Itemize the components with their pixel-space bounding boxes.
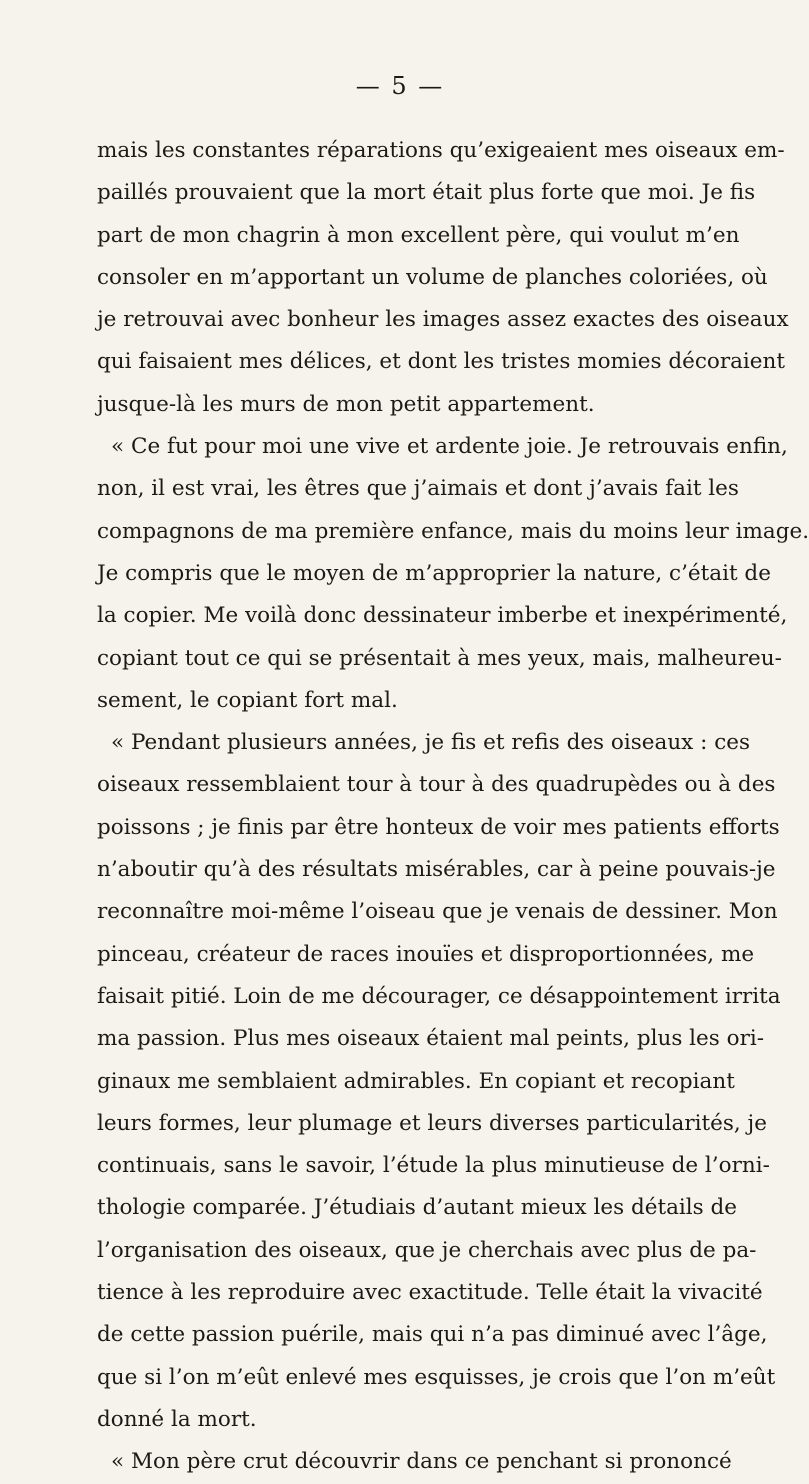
text-line: non, il est vrai, les êtres que j’aimais et dont j’avais fait les [97, 476, 739, 502]
text-line: de cette passion puérile, mais qui n’a pas diminué avec l’âge, [97, 1322, 768, 1348]
text-line: « Pendant plusieurs années, je fis et refis des oiseaux : ces [111, 730, 751, 756]
text-line: tience à les reproduire avec exactitude. Telle était la vivacité [97, 1280, 763, 1306]
text-line: continuais, sans le savoir, l’étude la plus minutieuse de l’orni- [97, 1153, 770, 1179]
text-line: mais les constantes réparations qu’exigeaient mes oiseaux em- [97, 138, 785, 163]
text-line: sement, le copiant fort mal. [97, 687, 398, 713]
text-line: qui faisaient mes délices, et dont les tristes momies décoraient [97, 349, 786, 375]
text-line: l’organisation des oiseaux, que je cherchais avec plus de pa- [97, 1237, 757, 1263]
text-line: part de mon chagrin à mon excellent père, qui voulut m’en [97, 222, 740, 248]
text-line: ginaux me semblaient admirables. En copiant et recopiant [97, 1068, 735, 1094]
text-line: thologie comparée. J’étudiais d’autant mieux les détails de [97, 1195, 738, 1221]
text-line: oiseaux ressemblaient tour à tour à des quadrupèdes ou à des [97, 772, 776, 798]
text-line: je retrouvai avec bonheur les images assez exactes des oiseaux [97, 307, 789, 333]
text-line: Je compris que le moyen de m’approprier la nature, c’était de [97, 560, 771, 586]
text-line: consoler en m’apportant un volume de planches coloriées, où [97, 264, 768, 290]
text-line: paillés prouvaient que la mort était plus forte que moi. Je fis [97, 180, 756, 206]
text-line: ma passion. Plus mes oiseaux étaient mal peints, plus les ori- [97, 1026, 765, 1052]
text-line: jusque-là les murs de mon petit appartement. [97, 391, 595, 417]
text-line: leurs formes, leur plumage et leurs diverses particularités, je [97, 1110, 767, 1136]
body-text [97, 130, 809, 1484]
text-line: n’aboutir qu’à des résultats misérables, car à peine pouvais-je [97, 857, 776, 883]
text-line: « Ce fut pour moi une vive et ardente joie. Je retrouvais enfin, [111, 434, 788, 460]
text-line: donné la mort. [97, 1406, 257, 1432]
text-line: poissons ; je finis par être honteux de voir mes patients efforts [97, 814, 780, 840]
text-line: copiant tout ce qui se présentait à mes yeux, mais, malheureu- [97, 645, 782, 671]
text-line: « Mon père crut découvrir dans ce penchant si prononcé [111, 1449, 732, 1475]
text-line: pinceau, créateur de races inouïes et disproportionnées, me [97, 941, 755, 967]
text-line: la copier. Me voilà donc dessinateur imberbe et inexpérimenté, [97, 603, 788, 629]
text-line: compagnons de ma première enfance, mais du moins leur image. [97, 518, 809, 544]
text-line: faisait pitié. Loin de me décourager, ce désappointement irrita [97, 983, 781, 1009]
text-line: reconnaître moi-même l’oiseau que je venais de dessiner. Mon [97, 899, 778, 925]
text-line: que si l’on m’eût enlevé mes esquisses, je crois que l’on m’eût [97, 1364, 776, 1390]
page-number: — 5 — [355, 72, 445, 100]
